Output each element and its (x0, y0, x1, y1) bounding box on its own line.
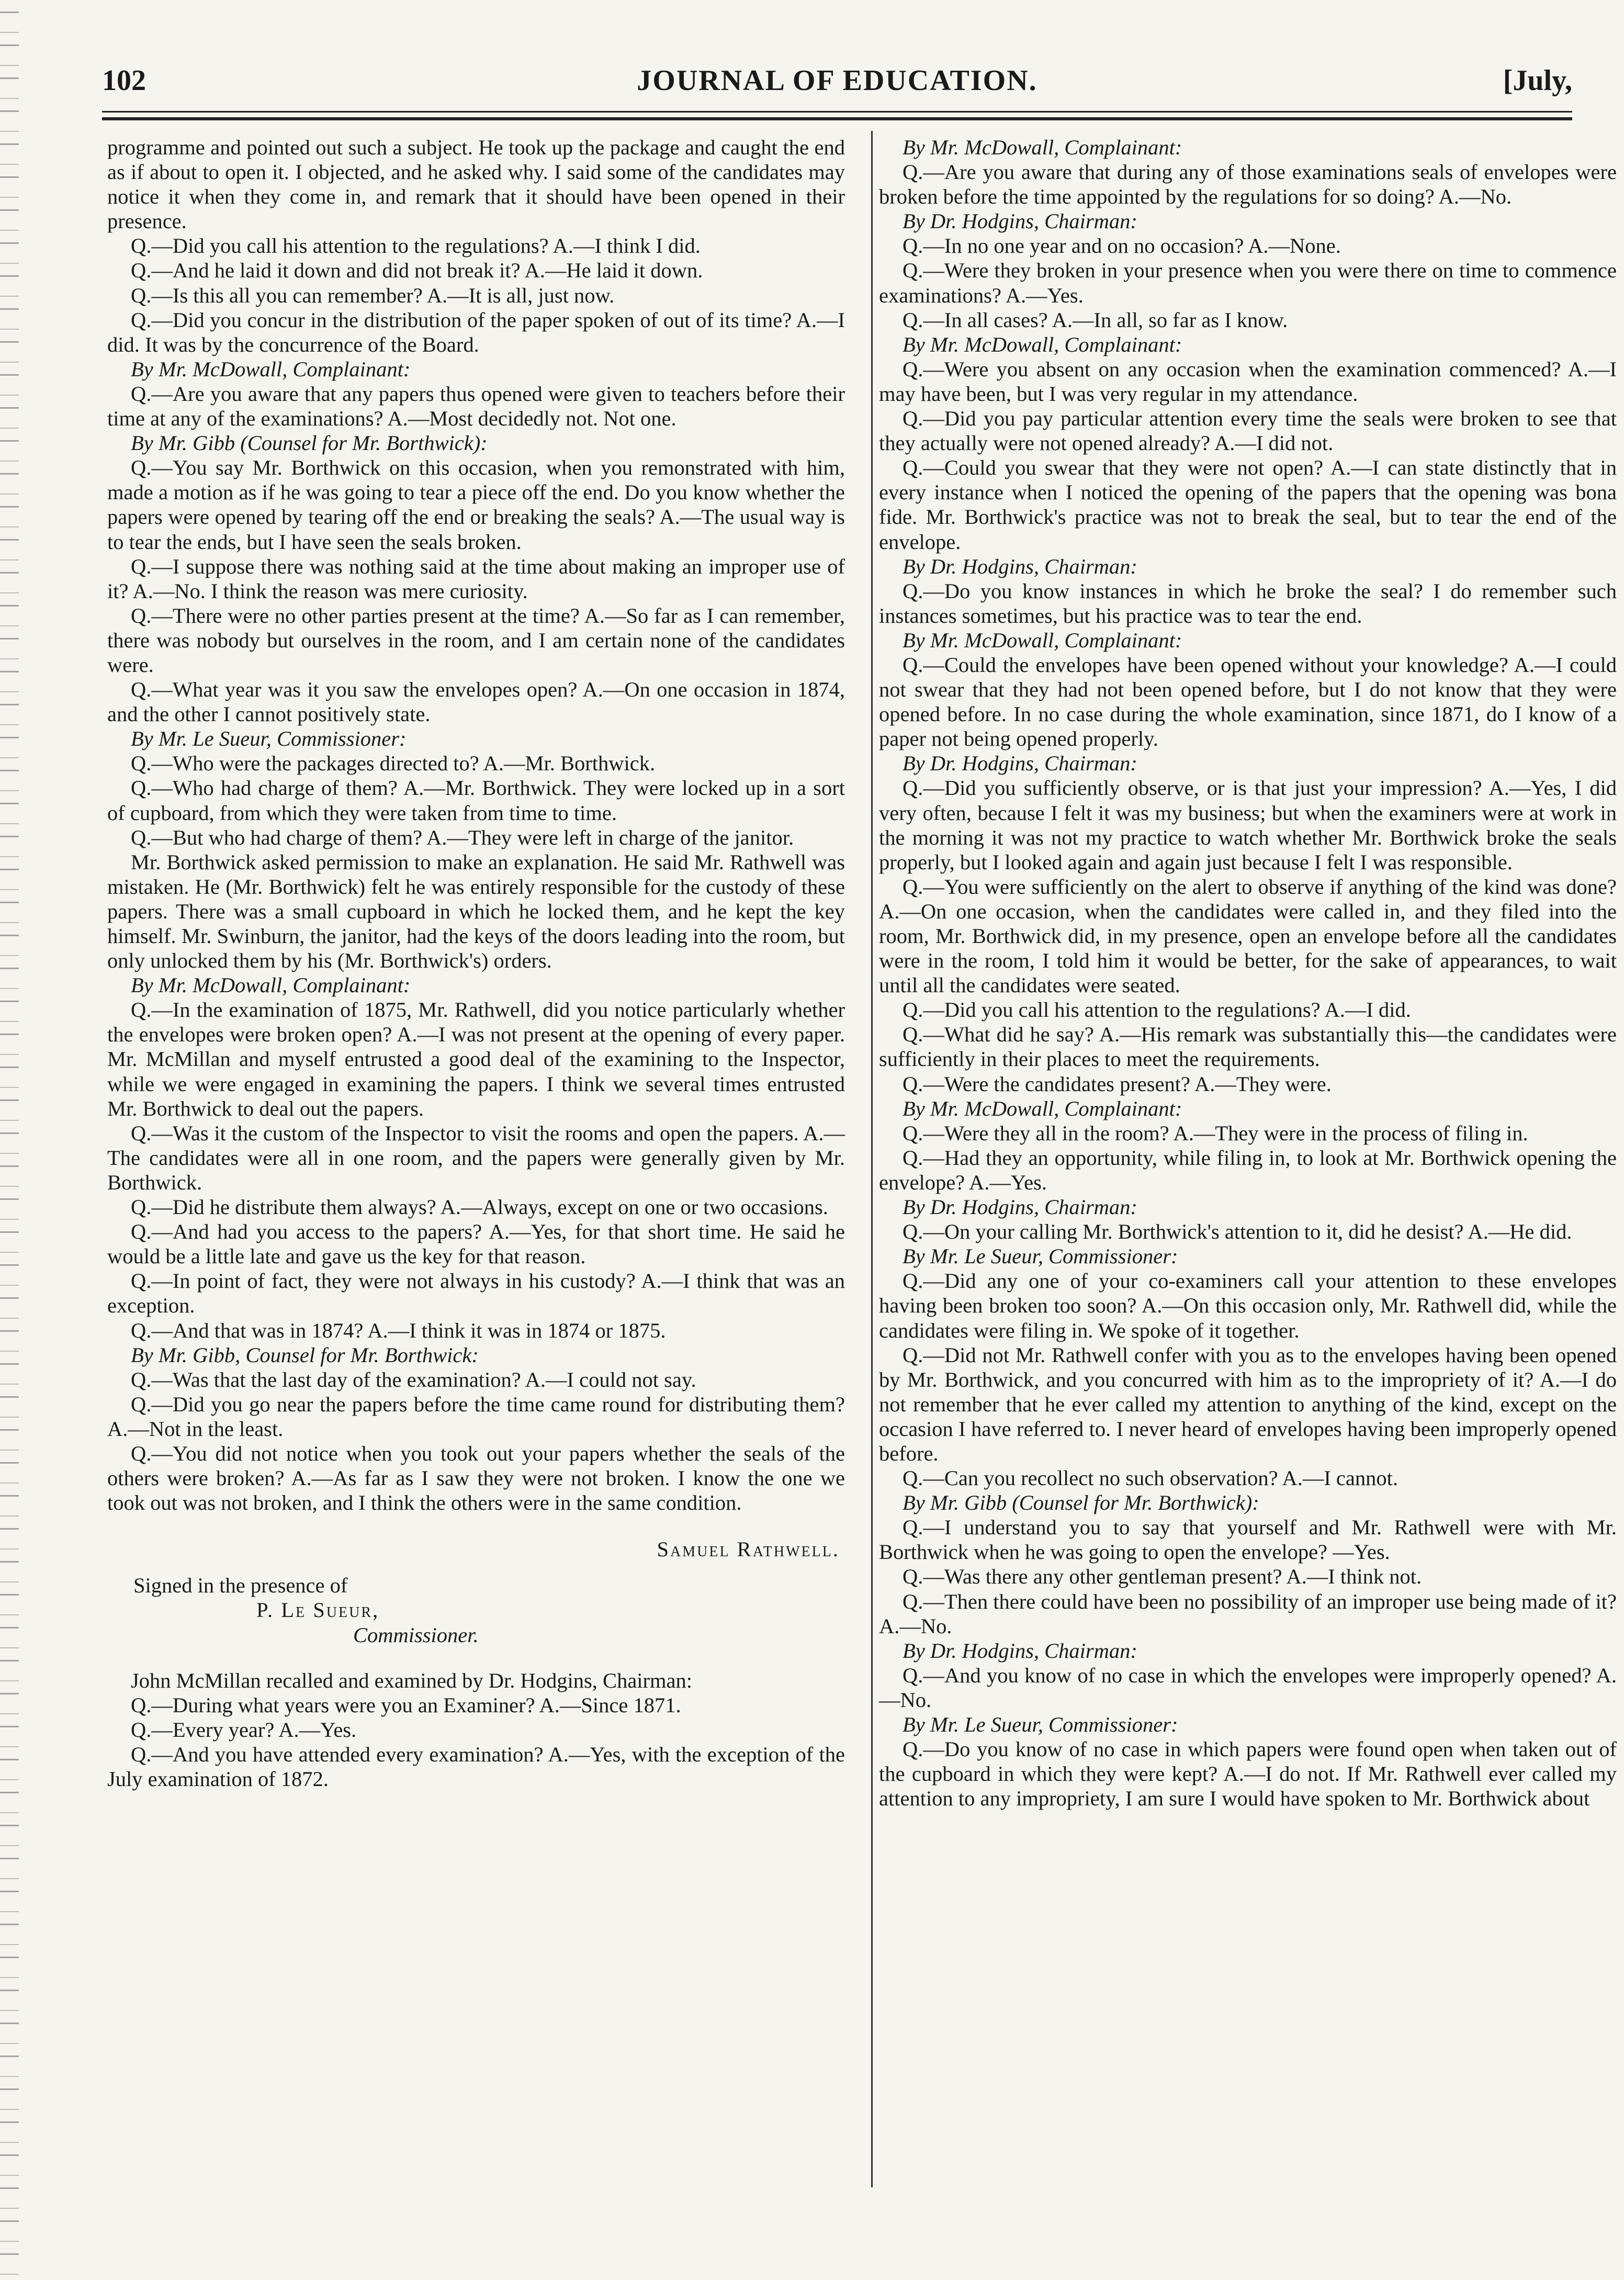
testimony-paragraph: Q.—Did you call his attention to the regulations? A.—I did. (903, 998, 1411, 1022)
speaker-heading: By Mr. Le Sueur, Commissioner: (903, 1244, 1178, 1268)
testimony-paragraph: Q.—Is this all you can remember? A.—It is all, just now. (131, 283, 615, 307)
header-rule-thin (102, 111, 1572, 113)
testimony-paragraph: Q.—What did he say? A.—His remark was substantially this—the candidates were sufficiently in their places to meet the requirements. (879, 1023, 1617, 1071)
testimony-paragraph: Q.—There were no other parties present at the time? A.—So far as I can remember, there was nobody but ourselves in the room, and I am certain none of the candidates were. (107, 603, 845, 677)
journal-title: JOURNAL OF EDUCATION. (637, 64, 1037, 97)
testimony-paragraph: Q.—I suppose there was nothing said at the time about making an improper use of it? A.—No. I think the reason was mere curiosity. (107, 554, 845, 603)
testimony-paragraph: Q.—And you have attended every examination? A.—Yes, with the exception of the July examination of 1872. (107, 1742, 845, 1791)
testimony-paragraph: Q.—During what years were you an Examiner? A.—Since 1871. (131, 1693, 681, 1717)
testimony-paragraph: Q.—Had they an opportunity, while filing in, to look at Mr. Borthwick opening the envelope? A.—Yes. (879, 1145, 1617, 1194)
testimony-paragraph: Q.—Was it the custom of the Inspector to visit the rooms and open the papers. A.—The candidates were all in one room, and the papers were generally given by Mr. Borthwick. (107, 1121, 845, 1194)
signature-name: Samuel Rathwell. (657, 1537, 840, 1562)
speaker-heading: By Mr. Gibb, Counsel for Mr. Borthwick: (131, 1343, 479, 1367)
testimony-paragraph: Q.—Could you swear that they were not open? A.—I can state distinctly that in every instance when I noticed the opening of the papers that the opening was bona fide. Mr. Borthwick's practice was not to break the seal, but to tear the end of the envelope. (879, 456, 1617, 554)
witness-heading: John McMillan recalled and examined by Dr. Hodgins, Chairman: (131, 1668, 693, 1692)
testimony-paragraph: Q.—Do you know of no case in which papers were found open when taken out of the cupboard in which they were kept? A.—I do not. If Mr. Rathwell ever called my attention to any impropriety, I am sure I would have spoken to Mr. Borthwick about (879, 1737, 1617, 1811)
speaker-heading: By Dr. Hodgins, Chairman: (903, 1638, 1137, 1663)
testimony-paragraph: Q.—You did not notice when you took out your papers whether the seals of the others were broken? A.—As far as I saw they were not broken. I know the one we took out was not broken, and I think the others were in the same condition. (107, 1441, 845, 1515)
speaker-heading: By Mr. McDowall, Complainant: (131, 357, 411, 381)
testimony-paragraph: Q.—In all cases? A.—In all, so far as I know. (903, 308, 1288, 332)
testimony-paragraph: Q.—I understand you to say that yourself and Mr. Rathwell were with Mr. Borthwick when he was going to open the envelope? —Yes. (879, 1515, 1617, 1564)
header-rule-thick (102, 117, 1572, 120)
testimony-paragraph: Q.—Can you recollect no such observation? A.—I cannot. (903, 1466, 1399, 1490)
testimony-paragraph: Q.—And had you access to the papers? A.—Yes, for that short time. He said he would be a little late and gave us the key for that reason. (107, 1220, 845, 1268)
speaker-heading: By Mr. McDowall, Complainant: (903, 136, 1182, 159)
page-number: 102 (102, 64, 146, 97)
testimony-paragraph: Q.—Could the envelopes have been opened without your knowledge? A.—I could not swear that they had not been opened before, but I do not know that they were opened before. In no case during the whole examination, since 1871, do I know of a paper not being opened properly. (879, 653, 1617, 751)
speaker-heading: By Mr. Gibb (Counsel for Mr. Borthwick): (131, 431, 488, 455)
commissioner-title: Commissioner. (353, 1623, 479, 1647)
testimony-paragraph: Q.—Were you absent on any occasion when the examination commenced? A.—I may have been, but I was very regular in my attendance. (879, 357, 1617, 406)
testimony-paragraph: Q.—On your calling Mr. Borthwick's attention to it, did he desist? A.—He did. (903, 1220, 1572, 1244)
header-date: [July, (1503, 64, 1572, 97)
testimony-paragraph: Q.—Who had charge of them? A.—Mr. Borthwick. They were locked up in a sort of cupboard, from which they were taken from time to time. (107, 776, 845, 825)
testimony-paragraph: Q.—Are you aware that during any of those examinations seals of envelopes were broken before the time appointed by the regulations for so doing? A.—No. (879, 160, 1617, 209)
speaker-heading: By Mr. Gibb (Counsel for Mr. Borthwick): (903, 1491, 1259, 1515)
testimony-paragraph: Q.—Were they all in the room? A.—They were in the process of filing in. (903, 1121, 1528, 1145)
testimony-paragraph: Q.—And he laid it down and did not break it? A.—He laid it down. (131, 259, 703, 283)
testimony-paragraph: Q.—Did any one of your co-examiners call your attention to these envelopes having been broken too soon? A.—On this occasion only, Mr. Rathwell did, while the candidates were filing in. We spoke of it together. (879, 1269, 1617, 1342)
testimony-paragraph: Q.—And you know of no case in which the envelopes were improperly opened? A.—No. (879, 1663, 1617, 1712)
page-header (102, 64, 1572, 106)
column-divider (871, 131, 873, 2187)
signature-line: Signed in the presence of (133, 1574, 348, 1598)
testimony-paragraph: Q.—You were sufficiently on the alert to observe if anything of the kind was done? A.—On one occasion, when the candidates were called in, and they filed into the room, Mr. Borthwick did, in my presence, open an envelope before all the candidates were in the room, I told him it would be better, for the sake of appearances, to wait until all the candidates were seated. (879, 874, 1617, 997)
speaker-heading: By Mr. McDowall, Complainant: (903, 628, 1182, 652)
page-edge-specks (0, 0, 19, 2280)
testimony-paragraph: Q.—Every year? A.—Yes. (131, 1717, 357, 1742)
testimony-paragraph: programme and pointed out such a subject. He took up the package and caught the end as if about to open it. I objected, and he asked why. I said some of the candidates may notice it when they come in, and remark that it should have been opened in their presence. (107, 136, 845, 233)
speaker-heading: By Mr. Le Sueur, Commissioner: (131, 727, 407, 751)
testimony-paragraph: Q.—Was there any other gentleman present? A.—I think not. (903, 1565, 1422, 1589)
testimony-paragraph: Q.—But who had charge of them? A.—They were left in charge of the janitor. (131, 825, 794, 849)
speaker-heading: By Mr. McDowall, Complainant: (903, 332, 1182, 356)
speaker-heading: By Dr. Hodgins, Chairman: (903, 751, 1137, 776)
left-column (107, 135, 845, 1791)
testimony-paragraph: Q.—Did you call his attention to the regulations? A.—I think I did. (131, 234, 701, 258)
testimony-paragraph: Q.—What year was it you saw the envelopes open? A.—On one occasion in 1874, and the other I cannot positively state. (107, 678, 845, 726)
speaker-heading: By Mr. McDowall, Complainant: (903, 1096, 1182, 1120)
speaker-heading: By Mr. McDowall, Complainant: (131, 973, 411, 997)
testimony-paragraph: Q.—Are you aware that any papers thus opened were given to teachers before their time at any of the examinations? A.—Most decidedly not. Not one. (107, 381, 845, 431)
testimony-paragraph: Q.—In point of fact, they were not always in his custody? A.—I think that was an exception. (107, 1269, 845, 1318)
testimony-paragraph: Q.—And that was in 1874? A.—I think it was in 1874 or 1875. (131, 1318, 666, 1342)
testimony-paragraph: Q.—Did he distribute them always? A.—Always, except on one or two occasions. (131, 1195, 828, 1219)
right-column (879, 135, 1617, 1811)
speaker-heading: By Dr. Hodgins, Chairman: (903, 209, 1137, 233)
speaker-heading: By Mr. Le Sueur, Commissioner: (903, 1713, 1178, 1736)
testimony-paragraph: Q.—Then there could have been no possibility of an improper use being made of it? A.—No. (879, 1589, 1617, 1638)
testimony-paragraph: Q.—Who were the packages directed to? A.—Mr. Borthwick. (131, 751, 656, 776)
testimony-paragraph: Mr. Borthwick asked permission to make an explanation. He said Mr. Rathwell was mistaken. He (Mr. Borthwick) felt he was entirely responsible for the custody of these papers. There was a small cupboard in which he locked them, and he kept the key himself. Mr. Swinburn, the janitor, had the keys of the doors leading into the room, but only unlocked them by his (Mr. Borthwick's) orders. (107, 850, 845, 973)
testimony-paragraph: Q.—You say Mr. Borthwick on this occasion, when you remonstrated with him, made a motion as if he was going to tear a piece off the end. Do you know whether the papers were opened by tearing off the end or breaking the seals? A.—The usual way is to tear the ends, but I have seen the seals broken. (107, 456, 845, 554)
speaker-heading: By Dr. Hodgins, Chairman: (903, 554, 1137, 578)
testimony-paragraph: Q.—In no one year and on no occasion? A.—None. (903, 234, 1341, 258)
testimony-paragraph: Q.—Did you sufficiently observe, or is that just your impression? A.—Yes, I did very often, because I felt it was my business; but when the examiners were at work in the morning it was not my practice to watch whether Mr. Borthwick broke the seals properly, but I looked again and again just because I felt I was responsible. (879, 776, 1617, 874)
commissioner-name: P. Le Sueur, (256, 1598, 380, 1622)
testimony-paragraph: Q.—Did you pay particular attention every time the seals were broken to see that they actually were not opened already? A.—I did not. (879, 407, 1617, 455)
testimony-paragraph: Q.—Was that the last day of the examination? A.—I could not say. (131, 1367, 696, 1391)
testimony-paragraph: Q.—Were they broken in your presence when you were there on time to commence examinations? A.—Yes. (879, 259, 1617, 307)
testimony-paragraph: Q.—Were the candidates present? A.—They were. (903, 1072, 1332, 1096)
testimony-paragraph: Q.—Did you concur in the distribution of the paper spoken of out of its time? A.—I did. It was by the concurrence of the Board. (107, 308, 845, 356)
testimony-paragraph: Q.—In the examination of 1875, Mr. Rathwell, did you notice particularly whether the envelopes were broken open? A.—I was not present at the opening of every paper. Mr. McMillan and myself entrusted a good deal of the examining to the Inspector, while we were engaged in examining the papers. I think we several times entrusted Mr. Borthwick to deal out the papers. (107, 998, 845, 1120)
speaker-heading: By Dr. Hodgins, Chairman: (903, 1195, 1137, 1219)
testimony-paragraph: Q.—Do you know instances in which he broke the seal? I do remember such instances sometimes, but his practice was to tear the end. (879, 579, 1617, 627)
testimony-paragraph: Q.—Did you go near the papers before the time came round for distributing them? A.—Not in the least. (107, 1392, 845, 1441)
testimony-paragraph: Q.—Did not Mr. Rathwell confer with you as to the envelopes having been opened by Mr. Borthwick, and you concurred with him as to the impropriety of it? A.—I do not remember that he ever called my attention to anything of the kind, except on the occasion I have referred to. I never heard of envelopes having been improperly opened before. (879, 1343, 1617, 1465)
